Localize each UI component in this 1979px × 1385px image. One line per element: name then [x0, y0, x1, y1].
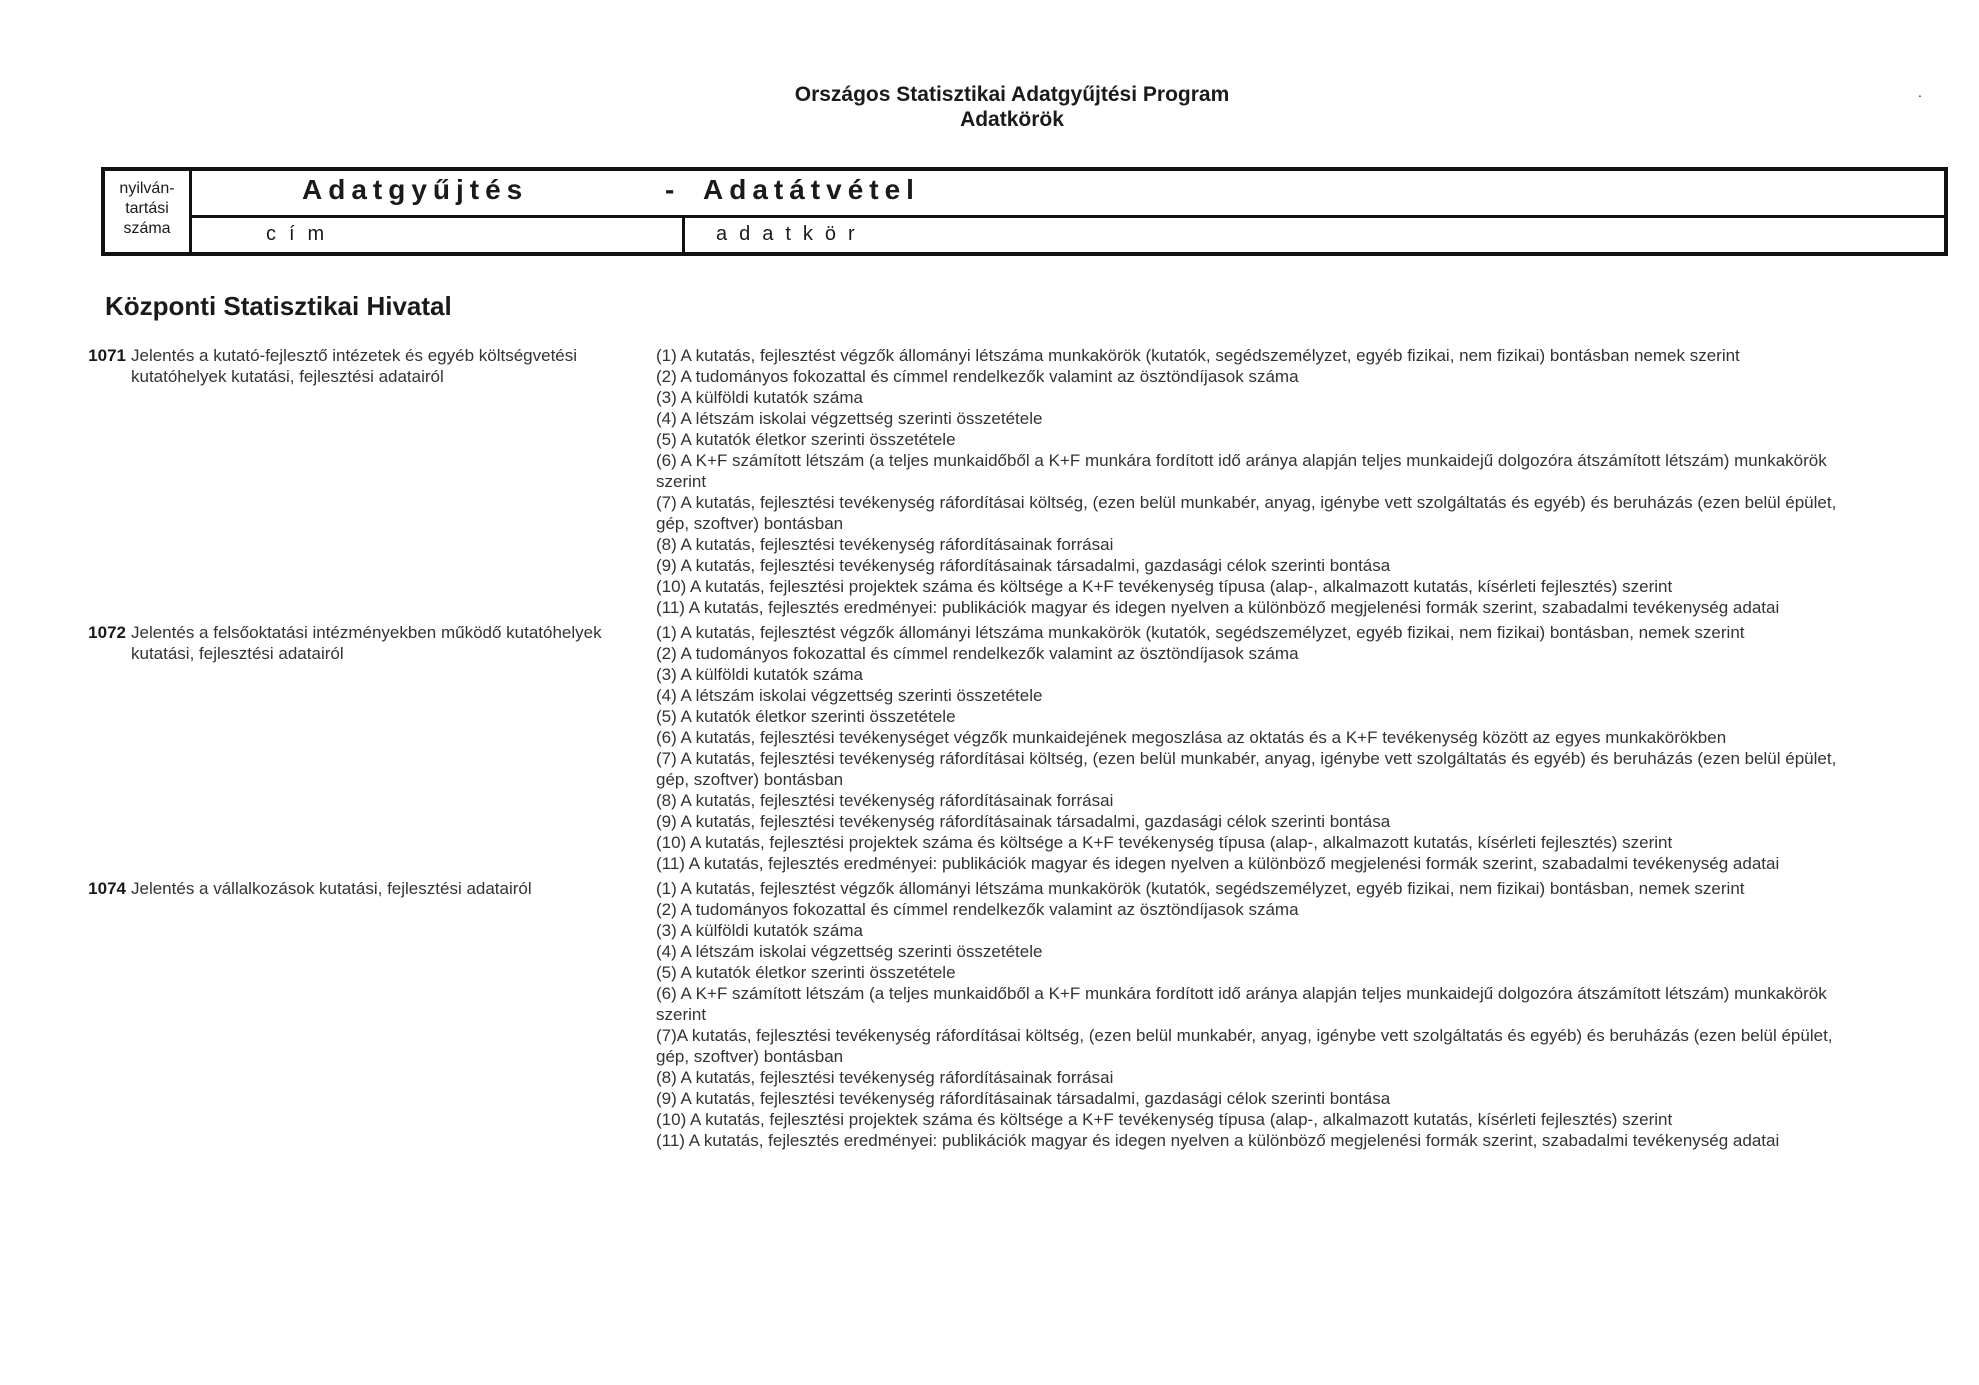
- list-item: (9) A kutatás, fejlesztési tevékenység ráfordításainak társadalmi, gazdasági célok szerinti bontása: [656, 556, 1391, 575]
- list-item: (10) A kutatás, fejlesztési projektek száma és költsége a K+F tevékenység típusa (alap-, alkalmazott kutatás, kísérleti fejlesztés) szerint: [656, 1110, 1673, 1129]
- page-title: Országos Statisztikai Adatgyűjtési Program: [794, 83, 1230, 106]
- heading-separator: -: [665, 174, 675, 205]
- entry-number: 1074: [88, 879, 126, 898]
- list-item: (4) A létszám iskolai végzettség szerinti összetétele: [656, 686, 1043, 705]
- data-collection-heading: Adatgyűjtés: [302, 174, 529, 205]
- list-item: (8) A kutatás, fejlesztési tevékenység ráfordításainak forrásai: [656, 1068, 1114, 1087]
- entry-number: 1071: [88, 346, 126, 365]
- entry-number: 1072: [88, 623, 126, 642]
- entry-items: [656, 345, 1856, 618]
- entry-1074: [0, 878, 1979, 1151]
- data-transfer-heading: Adatátvétel: [703, 174, 920, 205]
- list-item: (11) A kutatás, fejlesztés eredményei: publikációk magyar és idegen nyelven a különböző megjelenési formák szerint, szabadalmi tevékenység adatai: [656, 598, 1780, 617]
- list-item: (1) A kutatás, fejlesztést végzők állományi létszáma munkakörök (kutatók, segédszemélyzet, egyéb fizikai, nem fizikai) bontásban, nemek szerint: [656, 623, 1745, 642]
- entries-list: [0, 345, 1979, 1155]
- list-item: (3) A külföldi kutatók száma: [656, 388, 863, 407]
- column-header-box: [101, 167, 1948, 256]
- registration-number-label: nyilván- tartási száma: [105, 171, 192, 252]
- list-item: (8) A kutatás, fejlesztési tevékenység ráfordításainak forrásai: [656, 535, 1114, 554]
- list-item: (11) A kutatás, fejlesztés eredményei: publikációk magyar és idegen nyelven a különböző megjelenési formák szerint, szabadalmi tevékenység adatai: [656, 854, 1780, 873]
- list-item: (5) A kutatók életkor szerinti összetétele: [656, 707, 956, 726]
- list-item: (10) A kutatás, fejlesztési projektek száma és költsége a K+F tevékenység típusa (alap-, alkalmazott kutatás, kísérleti fejlesztés) szerint: [656, 577, 1673, 596]
- list-item: (6) A K+F számított létszám (a teljes munkaidőből a K+F munkára fordított idő aránya alapján teljes munkaidejű dolgozóra átszámított létszám) munkakörök szerint: [656, 451, 1827, 491]
- list-item: (4) A létszám iskolai végzettség szerinti összetétele: [656, 409, 1043, 428]
- list-item: (2) A tudományos fokozattal és címmel rendelkezők valamint az ösztöndíjasok száma: [656, 367, 1299, 386]
- list-item: (9) A kutatás, fejlesztési tevékenység ráfordításainak társadalmi, gazdasági célok szerinti bontása: [656, 812, 1391, 831]
- list-item: (7)A kutatás, fejlesztési tevékenység ráfordításai költség, (ezen belül munkabér, anyag, igénybe vett szolgáltatás és egyéb) és beruházás (ezen belül épület, gép, szoftver) bontásban: [656, 1026, 1833, 1066]
- list-item: (4) A létszám iskolai végzettség szerinti összetétele: [656, 942, 1043, 961]
- entry-title: Jelentés a kutató-fejlesztő intézetek és egyéb költségvetési kutatóhelyek kutatási, fejlesztési adatairól: [131, 346, 578, 386]
- title-column-label: cím: [266, 223, 338, 245]
- entry-items: [656, 878, 1856, 1151]
- list-item: (5) A kutatók életkor szerinti összetétele: [656, 963, 956, 982]
- entry-title: Jelentés a felsőoktatási intézményekben működő kutatóhelyek kutatási, fejlesztési adatairól: [131, 623, 602, 663]
- data-scope-column-label: adatkör: [716, 223, 867, 245]
- entry-1071: [0, 345, 1979, 618]
- list-item: (5) A kutatók életkor szerinti összetétele: [656, 430, 956, 449]
- list-item: (1) A kutatás, fejlesztést végzők állományi létszáma munkakörök (kutatók, segédszemélyzet, egyéb fizikai, nem fizikai) bontásban nemek szerint: [656, 346, 1740, 365]
- list-item: (6) A K+F számított létszám (a teljes munkaidőből a K+F munkára fordított idő aránya alapján teljes munkaidejű dolgozóra átszámított létszám) munkakörök szerint: [656, 984, 1827, 1024]
- list-item: (10) A kutatás, fejlesztési projektek száma és költsége a K+F tevékenység típusa (alap-, alkalmazott kutatás, kísérleti fejlesztés) szerint: [656, 833, 1673, 852]
- page-subtitle: Adatkörök: [960, 108, 1064, 131]
- list-item: (3) A külföldi kutatók száma: [656, 665, 863, 684]
- list-item: (11) A kutatás, fejlesztés eredményei: publikációk magyar és idegen nyelven a különböző megjelenési formák szerint, szabadalmi tevékenység adatai: [656, 1131, 1780, 1150]
- header-divider-horizontal: [192, 215, 1944, 218]
- list-item: (3) A külföldi kutatók száma: [656, 921, 863, 940]
- list-item: (2) A tudományos fokozattal és címmel rendelkezők valamint az ösztöndíjasok száma: [656, 644, 1299, 663]
- list-item: (6) A kutatás, fejlesztési tevékenységet végzők munkaidejének megoszlása az oktatás és a K+F tevékenység között az egyes munkakörökben: [656, 728, 1727, 747]
- corner-mark: .: [1918, 84, 1922, 100]
- list-item: (9) A kutatás, fejlesztési tevékenység ráfordításainak társadalmi, gazdasági célok szerinti bontása: [656, 1089, 1391, 1108]
- page-header: [0, 82, 1979, 132]
- list-item: (1) A kutatás, fejlesztést végzők állományi létszáma munkakörök (kutatók, segédszemélyzet, egyéb fizikai, nem fizikai) bontásban, nemek szerint: [656, 879, 1745, 898]
- entry-1072: [0, 622, 1979, 874]
- list-item: (2) A tudományos fokozattal és címmel rendelkezők valamint az ösztöndíjasok száma: [656, 900, 1299, 919]
- list-item: (7) A kutatás, fejlesztési tevékenység ráfordításai költség, (ezen belül munkabér, anyag, igénybe vett szolgáltatás és egyéb) és beruházás (ezen belül épület, gép, szoftver) bontásban: [656, 749, 1837, 789]
- entry-items: [656, 622, 1856, 874]
- entry-title: Jelentés a vállalkozások kutatási, fejlesztési adatairól: [131, 879, 532, 898]
- header-divider-vertical: [682, 218, 685, 252]
- list-item: (7) A kutatás, fejlesztési tevékenység ráfordításai költség, (ezen belül munkabér, anyag, igénybe vett szolgáltatás és egyéb) és beruházás (ezen belül épület, gép, szoftver) bontásban: [656, 493, 1837, 533]
- list-item: (8) A kutatás, fejlesztési tevékenység ráfordításainak forrásai: [656, 791, 1114, 810]
- organization-title: Központi Statisztikai Hivatal: [105, 291, 452, 321]
